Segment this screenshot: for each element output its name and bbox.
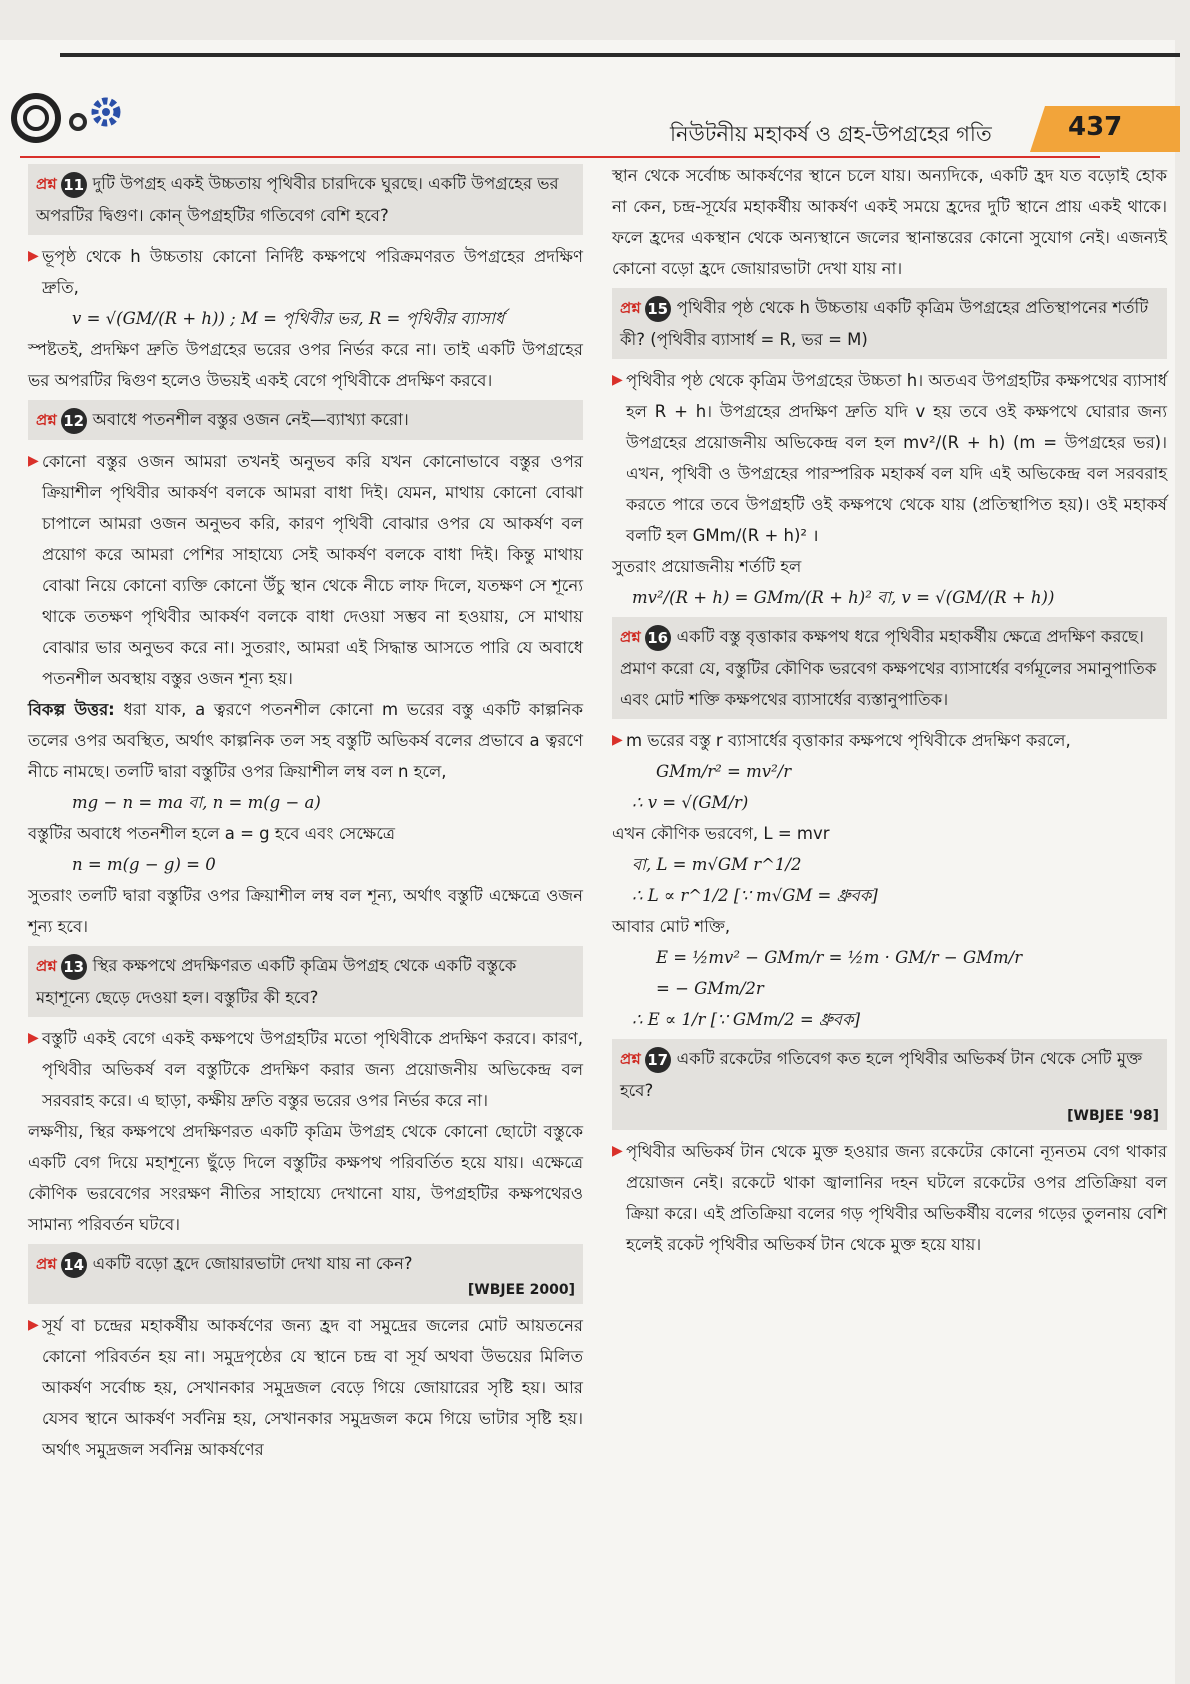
question-number: 15 [645,296,671,322]
answer-paragraph: স্পষ্টতই, প্রদক্ষিণ দ্রুতি উপগ্রহের ভরের ওপর নির্ভর করে না। তাই একটি উপগ্রহের ভর অপরটির দ্বিগুণ হলেও উভয়ই একই বেগে পৃথিবীকে প্রদক্ষিণ করবে। [28,340,583,390]
question-14 [28,1244,583,1304]
answer-arrow-icon: ▶ [612,732,623,748]
answer-17: ▶ পৃথিবীর অভিকর্ষ টান থেকে মুক্ত হওয়ার জন্য রকেটের কোনো ন্যূনতম বেগ থাকার প্রয়োজন নেই। রকেটে থাকা জ্বালানির দহন ঘটলে রকেটের ওপর প্রতিক্রিয়া বল ক্রিয়া করে। এই প্রতিক্রিয়া বলের গড় পৃথিবীর অভিকর্ষীয় বলের গড়ের তুলনায় বেশি হলেই রকেট পৃথিবীর অভিকর্ষ টান থেকে মুক্ত হয়ে যায়। [612,1136,1167,1260]
equation: GMm/r² = mv²/r [656,762,792,781]
answer-14: ▶ সূর্য বা চন্দ্রের মহাকর্ষীয় আকর্ষণের জন্য হ্রদ বা সমুদ্রের জলের মোট আয়তনের কোনো পরিবর্তন হয় না। সমুদ্রপৃষ্ঠের যে স্থানে চন্দ্র বা সূর্য অথবা উভয়ের মিলিত আকর্ষণ সর্বোচ্চ হয়, সেখানকার সমুদ্রজল বেড়ে গিয়ে জোয়ারের সৃষ্টি হয়। আর যেসব স্থানে আকর্ষণ সর্বনিম্ন হয়, সেখানকার সমুদ্রজল কমে গিয়ে ভাটার সৃষ্টি হয়। অর্থাৎ সমুদ্রজল সর্বনিম্ন আকর্ষণের [28,1310,583,1465]
question-label: প্রশ্ন [36,411,57,429]
question-text: পৃথিবীর পৃষ্ঠ থেকে h উচ্চতায় একটি কৃত্রিম উপগ্রহের প্রতিস্থাপনের শর্তটি কী? (পৃথিবীর ব্যাসার্ধ = R, ভর = M) [620,298,1149,349]
question-text: একটি রকেটের গতিবেগ কত হলে পৃথিবীর অভিকর্ষ টান থেকে সেটি মুক্ত হবে? [620,1049,1143,1100]
equation: ∴ E ∝ 1/r [∵ GMm/2 = ধ্রুবক] [632,1010,861,1029]
question-text: স্থির কক্ষপথে প্রদক্ষিণরত একটি কৃত্রিম উপগ্রহ থেকে একটি বস্তুকে মহাশূন্যে ছেড়ে দেওয়া হল। বস্তুটির কী হবে? [36,956,517,1007]
question-label: প্রশ্ন [620,628,641,646]
answer-paragraph: বস্তুটির অবাধে পতনশীল হলে a = g হবে এবং সেক্ষেত্রে [28,824,396,843]
chapter-title: নিউটনীয় মহাকর্ষ ও গ্রহ-উপগ্রহের গতি [670,122,992,146]
answer-12: ▶ কোনো বস্তুর ওজন আমরা তখনই অনুভব করি যখন কোনোভাবে বস্তুর ওপর ক্রিয়াশীল পৃথিবীর আকর্ষণ বলকে আমরা বাধা দিই। যেমন, মাথায় কোনো বোঝা চাপালে আমরা ওজন অনুভব করি, কারণ পৃথিবী বোঝার ওপর যে আকর্ষণ বল প্রয়োগ করে আমরা পেশির সাহায্যে সেই আকর্ষণ বলকে বাধা দিই। কিন্তু মাথায় বোঝা নিয়ে কোনো ব্যক্তি কোনো উঁচু স্থান থেকে নীচে লাফ দিলে, যতক্ষণ সে শূন্যে থাকে ততক্ষণ পৃথিবীর আকর্ষণ বলকে বাধা দেওয়া সম্ভব না হওয়ায়, সে মাথায় বোঝার ভার অনুভব করে না। সুতরাং, আমরা এই সিদ্ধান্ত আসতে পারি যে অবাধে পতনশীল অবস্থায় বস্তুর ওজন শূন্য হয়। [28,446,583,694]
question-17 [612,1039,1167,1130]
question-text: একটি বড়ো হ্রদে জোয়ারভাটা দেখা যায় না কেন? [92,1254,413,1273]
answer-paragraph: সুতরাং তলটি দ্বারা বস্তুটির ওপর ক্রিয়াশীল লম্ব বল শূন্য, অর্থাৎ বস্তুটি এক্ষেত্রে ওজন শূন্য হবে। [28,886,583,936]
equation: v = √(GM/(R + h)) ; M = পৃথিবীর ভর, R = পৃথিবীর ব্যাসার্ধ [72,309,505,328]
equation: E = ½mv² − GMm/r = ½m · GM/r − GMm/r [656,948,1023,967]
question-label: প্রশ্ন [36,957,57,975]
question-label: প্রশ্ন [620,299,641,317]
question-label: প্রশ্ন [620,1050,641,1068]
question-12 [28,400,583,440]
top-rule [60,53,1180,57]
question-label: প্রশ্ন [36,175,57,193]
question-number: 16 [645,625,671,651]
question-11 [28,164,583,235]
answer-arrow-icon: ▶ [612,1143,623,1159]
equation: ∴ v = √(GM/r) [632,793,749,812]
answer-arrow-icon: ▶ [28,1030,39,1046]
header-rule [20,156,1100,158]
answer-arrow-icon: ▶ [28,1317,39,1333]
alt-answer: বিকল্প উত্তর: ধরা যাক, a ত্বরণে পতনশীল কোনো m ভরের বস্তু একটি কাল্পনিক তলের ওপর অবস্থিত, অর্থাৎ কাল্পনিক তল সহ বস্তুটি অভিকর্ষ বলের প্রভাবে a ত্বরণে নীচে নামছে। তলটি দ্বারা বস্তুটির ওপর ক্রিয়াশীল লম্ব বল n হলে, [28,700,583,781]
question-13 [28,946,583,1017]
gear-logo-icon [10,88,135,144]
answer-14-continued: স্থান থেকে সর্বোচ্চ আকর্ষণের স্থানে চলে যায়। অন্যদিকে, একটি হ্রদ যত বড়োই হোক না কেন, চন্দ্র-সূর্যের মহাকর্ষীয় আকর্ষণ একই সময়ে হ্রদের দুটি স্থানে প্রায় একই থাকে। ফলে হ্রদের একস্থান থেকে অন্যস্থানে জলের স্থানান্তরের কোনো সুযোগ নেই। এজন্যই কোনো বড়ো হ্রদে জোয়ারভাটা দেখা যায় না। [612,166,1167,278]
equation: mg − n = ma বা, n = m(g − a) [72,793,321,812]
equation: = − GMm/2r [656,979,764,998]
question-15 [612,288,1167,359]
question-text: দুটি উপগ্রহ একই উচ্চতায় পৃথিবীর চারদিকে ঘুরছে। একটি উপগ্রহের ভর অপরটির দ্বিগুণ। কোন্‌ উপগ্রহটির গতিবেগ বেশি হবে? [36,174,559,225]
question-number: 13 [61,954,87,980]
answer-13: ▶ বস্তুটি একই বেগে একই কক্ষপথে উপগ্রহটির মতো পৃথিবীকে প্রদক্ষিণ করবে। কারণ, পৃথিবীর অভিকর্ষ বল বস্তুটিকে প্রদক্ষিণ করার জন্য প্রয়োজনীয় অভিকেন্দ্র বল সরবরাহ করে। এ ছাড়া, কক্ষীয় দ্রুতি বস্তুর ভরের ওপর নির্ভর করে না। [28,1023,583,1116]
question-16 [612,617,1167,719]
exam-tag: [WBJEE 2000] [467,1282,575,1298]
question-number: 17 [645,1047,671,1073]
answer-paragraph: এখন কৌণিক ভরবেগ, L = mvr [612,824,830,843]
answer-paragraph: সুতরাং প্রয়োজনীয় শর্তটি হল [612,557,802,576]
answer-16: ▶ m ভরের বস্তু r ব্যাসার্ধের বৃত্তাকার কক্ষপথে পৃথিবীকে প্রদক্ষিণ করলে, [612,725,1167,756]
answer-arrow-icon: ▶ [28,453,39,469]
exam-tag: [WBJEE '98] [1067,1108,1159,1124]
answer-arrow-icon: ▶ [612,372,623,388]
question-number: 14 [61,1252,87,1278]
equation: n = m(g − g) = 0 [72,855,216,874]
answer-arrow-icon: ▶ [28,248,39,264]
right-column [612,160,1167,1260]
equation: বা, L = m√GM r^1/2 [632,855,802,874]
question-text: অবাধে পতনশীল বস্তুর ওজন নেই—ব্যাখ্যা করো। [92,410,409,429]
answer-15: ▶ পৃথিবীর পৃষ্ঠ থেকে কৃত্রিম উপগ্রহের উচ্চতা h। অতএব উপগ্রহটির কক্ষপথের ব্যাসার্ধ হল R + h। উপগ্রহের প্রদক্ষিণ দ্রুতি যদি v হয় তবে ওই কক্ষপথে ঘোরার জন্য উপগ্রহের প্রয়োজনীয় অভিকেন্দ্র বল হল mv²/(R + h) (m = উপগ্রহের ভর)। এখন, পৃথিবী ও উপগ্রহের পারস্পরিক মহাকর্ষ বল যদি এই অভিকেন্দ্র বল সরবরাহ করতে পারে তবে উপগ্রহটি ওই কক্ষপথে থেকে যায় (প্রতিস্থাপিত হয়)। ওই মহাকর্ষ বলটি হল GMm/(R + h)² । [612,365,1167,551]
answer-paragraph: লক্ষণীয়, স্থির কক্ষপথে প্রদক্ষিণরত একটি কৃত্রিম উপগ্রহ থেকে কোনো ছোটো বস্তুকে একটি বেগ দিয়ে মহাশূন্যে ছুঁড়ে দিলে বস্তুটির কক্ষপথ পরিবর্তিত হয়ে যায়। এক্ষেত্রে কৌণিক ভরবেগের সংরক্ষণ নীতির সাহায্যে দেখানো যায়, উপগ্রহটির কক্ষপথেরও সামান্য পরিবর্তন ঘটবে। [28,1122,583,1234]
equation: ∴ L ∝ r^1/2 [∵ m√GM = ধ্রুবক] [632,886,878,905]
page-number: 437 [1068,112,1123,142]
answer-11: ▶ ভূপৃষ্ঠ থেকে h উচ্চতায় কোনো নির্দিষ্ট কক্ষপথে পরিক্রমণরত উপগ্রহের প্রদক্ষিণ দ্রুতি, [28,241,583,303]
equation: mv²/(R + h) = GMm/(R + h)² বা, v = √(GM/(R + h)) [632,588,1055,607]
question-number: 12 [61,408,87,434]
answer-paragraph: আবার মোট শক্তি, [612,917,731,936]
question-label: প্রশ্ন [36,1255,57,1273]
left-column [28,160,583,1465]
question-text: একটি বস্তু বৃত্তাকার কক্ষপথ ধরে পৃথিবীর মহাকর্ষীয় ক্ষেত্রে প্রদক্ষিণ করছে। প্রমাণ করো যে, বস্তুটির কৌণিক ভরবেগ কক্ষপথের ব্যাসার্ধের বর্গমূলের সমানুপাতিক এবং মোট শক্তি কক্ষপথের ব্যাসার্ধের ব্যস্তানুপাতিক। [620,627,1157,709]
question-number: 11 [61,172,87,198]
